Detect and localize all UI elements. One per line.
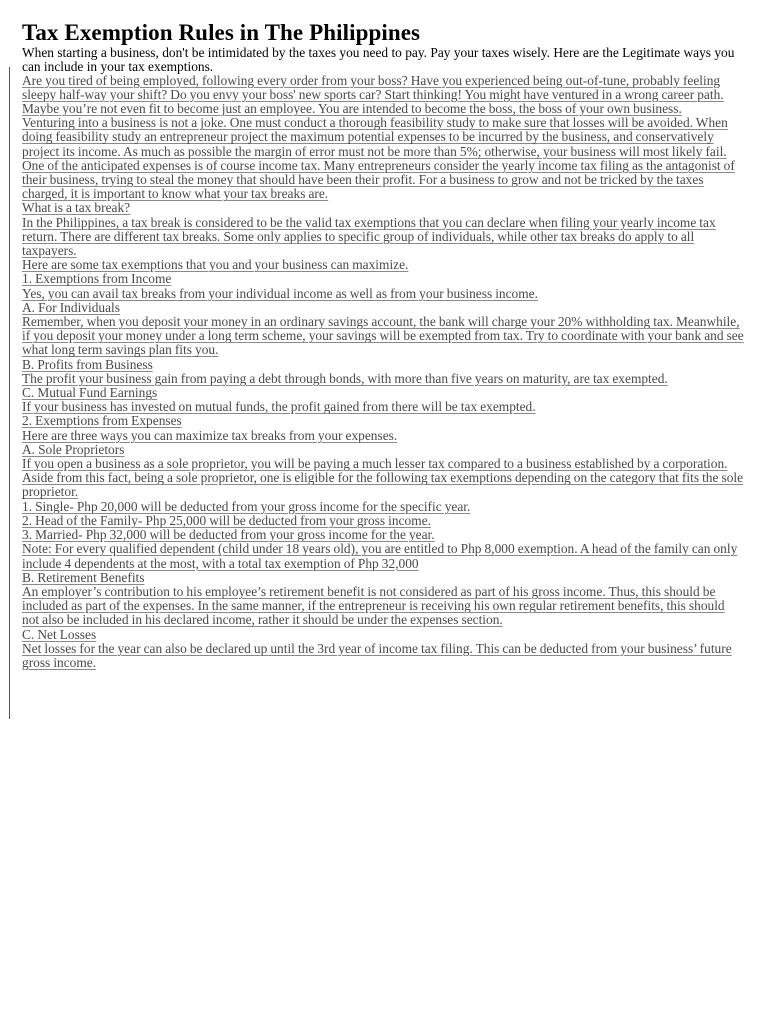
document-page xyxy=(22,20,744,670)
article-paragraph: Here are three ways you can maximize tax breaks from your expenses. xyxy=(22,427,398,443)
article-paragraph: C. Net Losses xyxy=(22,626,97,642)
article-paragraph: B. Retirement Benefits xyxy=(22,569,145,585)
article-paragraph: The profit your business gain from paying a debt through bonds, with more than five years on maturity, are tax exempted. xyxy=(22,370,668,386)
article-paragraph: Here are some tax exemptions that you and your business can maximize. xyxy=(22,257,409,273)
article-paragraph: In the Philippines, a tax break is considered to be the valid tax exemptions that you can declare when filing your yearly income tax return. There are different tax breaks. Some only applies to specific group of individuals, while other tax breaks do apply to all taxpayers. xyxy=(22,214,716,259)
article-paragraph: 1. Exemptions from Income xyxy=(22,271,172,287)
article-paragraph: One of the anticipated expenses is of course income tax. Many entrepreneurs consider the yearly income tax filing as the antagonist of their business, trying to steal the money that should have been their profit. For a business to grow and not be tricked by the taxes charged, it is important to know what your tax breaks are. xyxy=(22,157,735,202)
article-paragraph: If you open a business as a sole proprietor, you will be paying a much lesser tax compared to a business established by a corporation. Aside from this fact, being a sole proprietor, one is eligible for the following tax exemptions depending on the category that fits the sole proprietor. xyxy=(22,456,744,500)
intro-paragraph: When starting a business, don't be intimidated by the taxes you need to pay. Pay your taxes wisely. Here are the Legitimate ways you can include in your tax exemptions. xyxy=(22,45,735,74)
article-paragraph: If your business has invested on mutual funds, the profit gained from there will be tax exempted. xyxy=(22,399,536,415)
article-paragraph: Are you tired of being employed, following every order from your boss? Have you experienced being out-of-tune, probably feeling sleepy half-way your shift? Do you envy your boss' new sports car? Start thinking! You might have ventured in a wrong career path. Maybe you’re not even fit to become just an employee. You are intended to become the boss, the boss of your own business. xyxy=(22,72,724,116)
article-paragraph: Net losses for the year can also be declared up until the 3rd year of income tax filing. This can be deducted from your business’ future gross income. xyxy=(22,640,732,670)
left-margin-rule xyxy=(9,67,10,719)
article-paragraph: 2. Head of the Family- Php 25,000 will be deducted from your gross income. xyxy=(22,512,431,528)
article-paragraph: Yes, you can avail tax breaks from your individual income as well as from your business income. xyxy=(22,285,538,301)
article-paragraph: 3. Married- Php 32,000 will be deducted from your gross income for the year. xyxy=(22,527,435,543)
document-title: Tax Exemption Rules in The Philippines xyxy=(22,20,421,45)
article-paragraph: C. Mutual Fund Earnings xyxy=(22,385,158,401)
article-paragraph: 2. Exemptions from Expenses xyxy=(22,413,182,429)
article-paragraph: B. Profits from Business xyxy=(22,356,153,372)
article-paragraph: A. Sole Proprietors xyxy=(22,441,125,457)
article-paragraph: Note: For every qualified dependent (child under 18 years old), you are entitled to Php 8,000 exemption. A head of the family can only include 4 dependents at the most, with a total tax exemption of Php 32,000 xyxy=(22,541,738,571)
article-paragraph: A. For Individuals xyxy=(22,299,120,315)
article-paragraph: Venturing into a business is not a joke. One must conduct a thorough feasibility study to make sure that losses will be avoided. When doing feasibility study an entrepreneur project the maximum potential expenses to be incurred by the business, and conservatively project its income. As much as possible the margin of error must not be more than 5%; otherwise, your business will most likely fail. xyxy=(22,115,728,159)
article-paragraph: Remember, when you deposit your money in an ordinary savings account, the bank will charge your 20% withholding tax. Meanwhile, if you deposit your money under a long term scheme, your savings will be exempted from tax. Try to coordinate with your bank and see what long term savings plan fits you. xyxy=(22,314,744,358)
article-body xyxy=(22,74,744,671)
article-paragraph: An employer’s contribution to his employee’s retirement benefit is not considered as part of his gross income. Thus, this should be included as part of the expenses. In the same manner, if the entrepreneur is receiving his own regular retirement benefits, this should not also be included in his declared income, rather it should be under the expenses section. xyxy=(22,583,725,628)
article-paragraph: What is a tax break? xyxy=(22,200,131,216)
article-paragraph: 1. Single- Php 20,000 will be deducted from your gross income for the specific year. xyxy=(22,498,471,514)
